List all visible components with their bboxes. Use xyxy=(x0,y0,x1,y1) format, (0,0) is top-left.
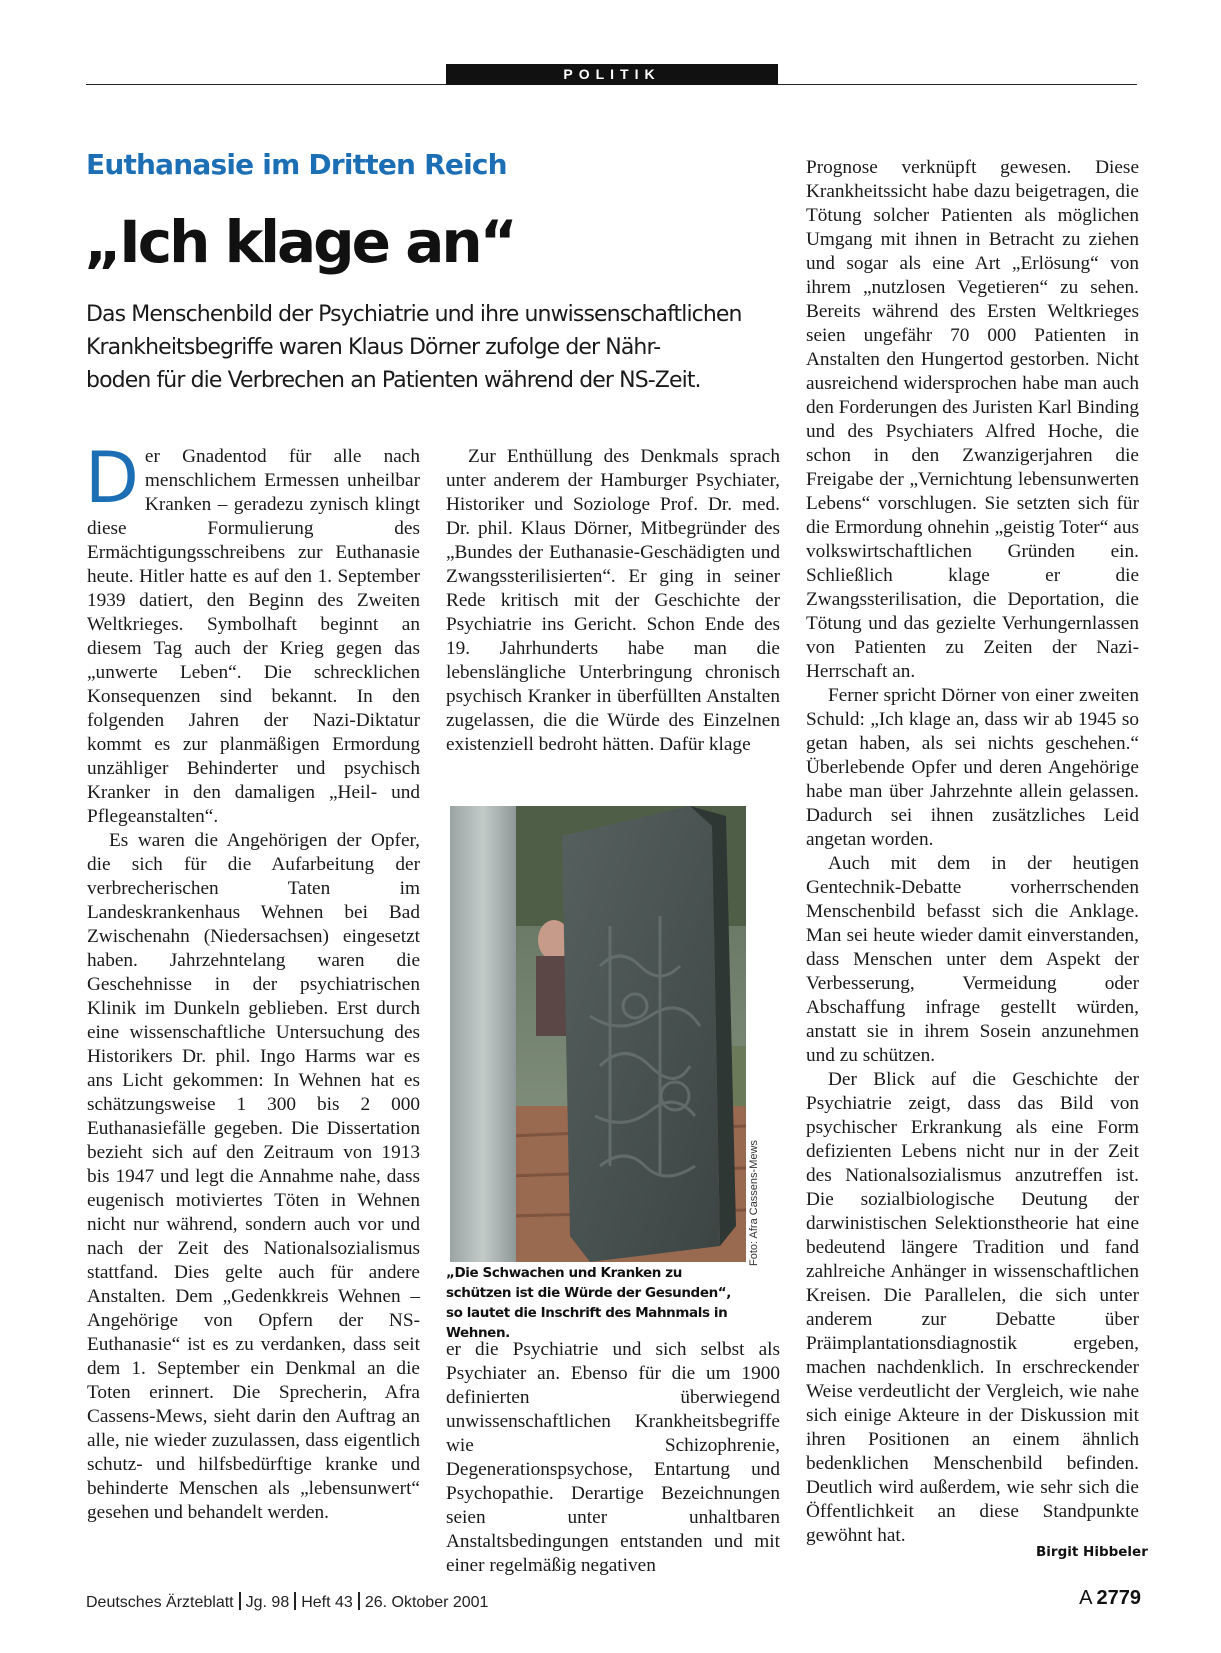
article-kicker: Euthanasie im Dritten Reich xyxy=(86,148,507,181)
paragraph-text: er Gnadentod für alle nach menschlichem Ermessen unheilbar Kranken – geradezu zynisch klingt diese Formulierung des Ermächtigungsschreibens zur Euthanasie heute. Hitler hatte es auf den 1. September 1939 datiert, den Beginn des Zweiten Weltkrieges. Symbolhaft beginnt an diesem Tag auch der Krieg gegen das „unwerte Leben“. Die schrecklichen Konsequenzen sind bekannt. In den folgenden Jahren der Nazi-Diktatur kommt es zur planmäßigen Ermordung unzähliger Behinderter und psychisch Kranker in den damaligen „Heil- und Pflegeanstalten“. xyxy=(87,446,420,827)
column-1 xyxy=(85,437,420,1555)
column-3 xyxy=(806,156,1139,1551)
section-label: POLITIK xyxy=(446,64,778,85)
page-prefix: A xyxy=(1079,1587,1093,1609)
journal-name: Deutsches Ärzteblatt xyxy=(86,1594,234,1611)
paragraph: Ferner spricht Dörner von einer zweiten Schuld: „Ich klage an, dass wir ab 1945 so getan haben, als sei nichts geschehen.“ Überlebende Opfer und deren Angehörige habe man über Jahrzehnte allein gelassen. Dadurch sei ihnen zusätzliches Leid angetan worden. xyxy=(806,685,1139,850)
footer-separator xyxy=(294,1592,296,1610)
date: 26. Oktober 2001 xyxy=(364,1594,489,1611)
footer-separator xyxy=(358,1592,360,1610)
paragraph: Der Blick auf die Geschichte der Psychiatrie zeigt, dass das Bild von psychischer Erkrankung als eine Form defizienten Lebens nicht nur in der Zeit des Nationalsozialismus anzutreffen ist. Die sozialbiologische Deutung der darwinistischen Selektionstheorie hat eine bedeutend längere Tradition und fand zahlreiche Anhänger in wissenschaftlichen Kreisen. Die Parallelen, die sich unter anderem zur Debatte über Präimplantationsdiagnostik ergeben, machen nachdenklich. In erschreckender Weise verdeutlicht der Vergleich, wie nahe sich einige Akteure in der Diskussion mit ihren Positionen an einem ähnlich bedenklichen Menschenbild befinden. Deutlich wird außerdem, wie sehr sich die Öffentlichkeit an diese Standpunkte gewöhnt hat. xyxy=(806,1069,1139,1546)
photo-credit: Foto: Afra Cassens-Mews xyxy=(748,1140,760,1266)
photo-caption: „Die Schwachen und Kranken zu schützen ist die Würde der Gesunden“, so lautet die Inschrift des Mahnmals in Wehnen. xyxy=(446,1265,731,1341)
memorial-image xyxy=(450,806,746,1262)
drop-cap: D xyxy=(85,437,139,519)
paragraph: Es waren die Angehörigen der Opfer, die sich für die Aufarbeitung der verbrecherischen Taten im Landeskrankenhaus Wehnen bei Bad Zwischenahn (Niedersachsen) eingesetzt haben. Jahrzehntelang waren die Geschehnisse in der psychiatrischen Klinik im Dunkeln geblieben. Erst durch eine wissenschaftliche Untersuchung des Historikers Dr. phil. Ingo Harms war es ans Licht gekommen: In Wehnen hat es schätzungsweise 1 300 bis 2 000 Euthanasiefälle gegeben. Die Dissertation bezieht sich auf den Zeitraum von 1913 bis 1947 und legt die Annahme nahe, dass eugenisch motiviertes Töten in Wehnen nicht nur während, sondern auch vor und nach der Zeit des Nationalsozialismus stattfand. Dies gelte auch für andere Anstalten. Dem „Gedenkkreis Wehnen – Angehörige von Opfern der NS-Euthanasie“ ist es zu verdanken, dass seit dem 1. September ein Denkmal an die Toten erinnert. Die Sprecherin, Afra Cassens-Mews, sieht darin den Auftrag an alle, nie wieder zuzulassen, dass eigentlich schutz- und hilfsbedürftige kranke und behinderte Menschen als „lebensunwert“ gesehen und behandelt werden. xyxy=(87,830,420,1523)
author-name: Birgit Hibbeler xyxy=(1036,1544,1148,1560)
volume: Jg. 98 xyxy=(245,1594,290,1611)
column-2-bottom xyxy=(446,1338,780,1576)
page-number xyxy=(1079,1587,1141,1610)
issue: Heft 43 xyxy=(301,1594,353,1611)
footer-separator xyxy=(239,1592,241,1610)
paragraph: Prognose verknüpft gewesen. Diese Krankheitssicht habe dazu beigetragen, die Tötung solcher Patienten als möglichen Umgang mit ihnen in Betracht zu ziehen und sogar als eine Art „Erlösung“ von ihrem „nutzlosen Vegetieren“ zu sehen. Bereits während des Ersten Weltkrieges seien ungefähr 70 000 Patienten in Anstalten den Hungertod gestorben. Nicht ausreichend widersprochen habe man auch den Forderungen des Juristen Karl Binding und des Psychiaters Alfred Hoche, die schon in den Zwanzigerjahren die Freigabe der „Vernichtung lebensunwerten Lebens“ vorschlugen. Sie setzten sich für die Ermordung ohnehin „geistig Toter“ aus volkswirtschaftlichen Gründen ein. Schließlich klage er die Zwangssterilisation, die Deportation, die Tötung und das gezielte Verhungernlassen von Patienten zu Zeiten der Nazi-Herrschaft an. xyxy=(806,157,1139,682)
page-number-value: 2779 xyxy=(1096,1587,1141,1609)
paragraph: Auch mit dem in der heutigen Gentechnik-Debatte vorherrschenden Menschenbild befasst sich die Anklage. Man sei heute wieder damit einverstanden, dass Menschen unter dem Aspekt der Verbesserung, Vermeidung oder Abschaffung infrage gestellt würden, anstatt sie in ihrem Sosein anzunehmen und zu schützen. xyxy=(806,853,1139,1066)
memorial-photo xyxy=(450,806,746,1262)
paragraph: er die Psychiatrie und sich selbst als Psychiater an. Ebenso für die um 1900 definierten überwiegend unwissenschaftlichen Krankheitsbegriffe wie Schizophrenie, Degenerationspsychose, Entartung und Psychopathie. Derartige Bezeichnungen seien unter unhaltbaren Anstaltsbedingungen entstanden und mit einer regelmäßig negativen xyxy=(446,1339,780,1576)
article-lede: Das Menschenbild der Psychiatrie und ihre unwissenschaftlichen Krankheitsbegriffe waren Klaus Dörner zufolge der Nähr- boden für die Verbrechen an Patienten während der NS-Zeit. xyxy=(86,302,742,393)
footer xyxy=(86,1592,488,1612)
paragraph: Zur Enthüllung des Denkmals sprach unter anderem der Hamburger Psychiater, Historiker und Soziologe Prof. Dr. med. Dr. phil. Klaus Dörner, Mitbegründer des „Bundes der Euthanasie-Geschädigten und Zwangssterilisierten“. Er ging in seiner Rede kritisch mit der Geschichte der Psychiatrie ins Gericht. Schon Ende des 19. Jahrhunderts habe man die lebenslängliche Unterbringung chronisch psychisch Kranker in überfüllten Anstalten zugelassen, die die Würde des Einzelnen existenziell bedroht hätten. Dafür klage xyxy=(446,446,780,755)
article-title: „Ich klage an“ xyxy=(84,208,515,276)
column-2-top xyxy=(446,445,780,781)
paragraph xyxy=(85,437,420,829)
